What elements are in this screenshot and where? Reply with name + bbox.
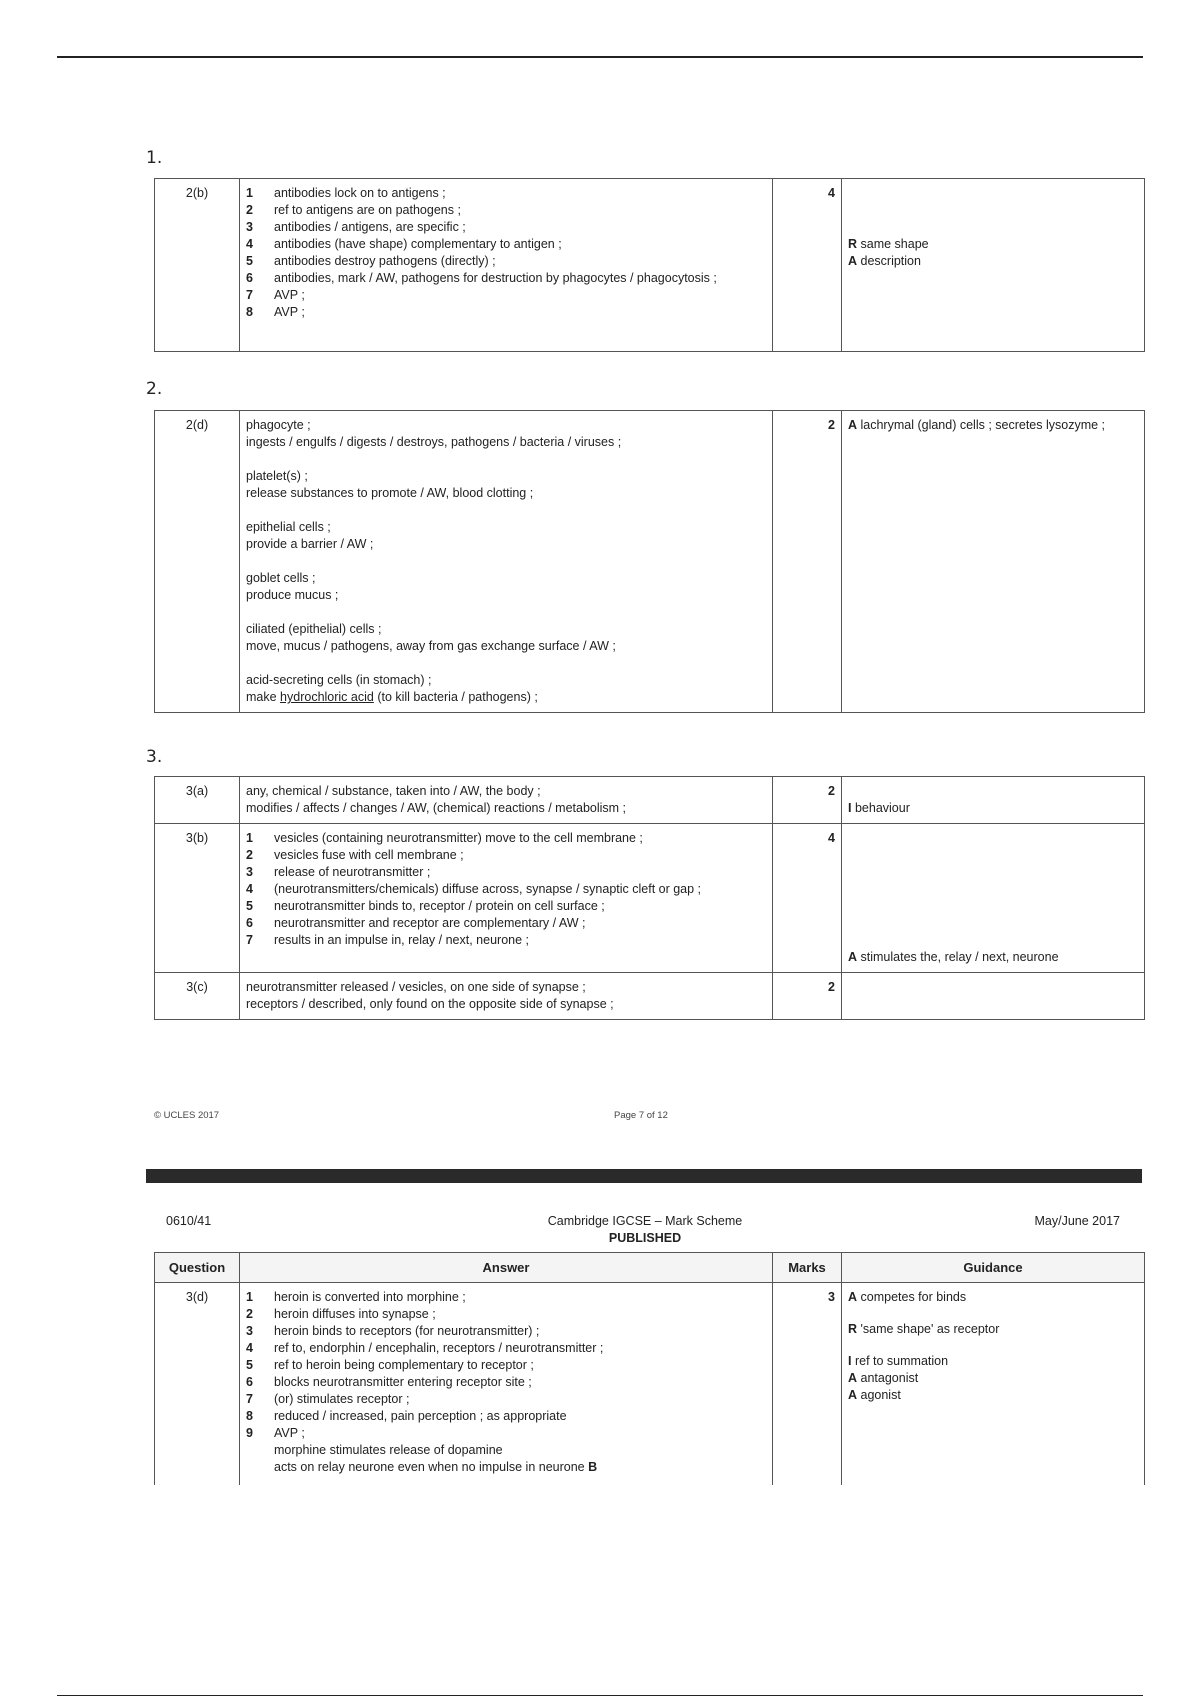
answer-line: any, chemical / substance, taken into / AW, the body ; [246, 784, 541, 798]
item-text: vesicles (containing neurotransmitter) move to the cell membrane ; [274, 831, 643, 845]
column-header-question: Question [155, 1253, 240, 1283]
answer-item [246, 898, 766, 915]
answer-item [246, 915, 766, 932]
answer-item [246, 1408, 766, 1425]
guidance-code: A [848, 950, 858, 964]
bottom-rule [57, 1695, 1143, 1696]
guidance-text: agonist [857, 1388, 901, 1402]
item-number: 4 [246, 237, 253, 251]
guidance-text: same shape [857, 237, 929, 251]
mark-table-2 [154, 410, 1145, 713]
answer-item [246, 1306, 766, 1323]
answer-line: neurotransmitter released / vesicles, on one side of synapse ; [246, 980, 586, 994]
section-label-1: 1. [146, 148, 163, 168]
header-row [155, 1253, 1145, 1283]
table-row [155, 973, 1145, 1020]
answer-line: release substances to promote / AW, blood clotting ; [246, 486, 534, 500]
answer-item [246, 1357, 766, 1374]
item-number: 8 [246, 305, 253, 319]
answer-item [246, 1425, 766, 1442]
answer-cell [240, 824, 773, 973]
item-text: heroin binds to receptors (for neurotransmitter) ; [274, 1324, 540, 1338]
item-text: antibodies / antigens, are specific ; [274, 220, 466, 234]
guidance-line [848, 236, 1138, 253]
item-number: 2 [246, 1307, 253, 1321]
guidance-line [848, 1289, 1138, 1306]
item-number: 7 [246, 933, 253, 947]
guidance-text: lachrymal (gland) cells ; secretes lysozyme ; [857, 418, 1106, 432]
item-number: 4 [246, 882, 253, 896]
guidance-text: description [857, 254, 921, 268]
guidance-text: competes for binds [857, 1290, 967, 1304]
mark-table-3 [154, 776, 1145, 1020]
answer-text: (to kill bacteria / pathogens) ; [373, 690, 538, 704]
answer-item [246, 236, 766, 253]
guidance-cell [842, 824, 1145, 973]
answer-item [246, 219, 766, 236]
question-cell: 2(b) [155, 179, 240, 352]
item-number: 8 [246, 1409, 253, 1423]
answer-item [246, 881, 766, 898]
answer-item [246, 1374, 766, 1391]
underlined-term: hydrochloric acid [280, 690, 374, 704]
item-text: AVP ; [274, 288, 305, 302]
copyright-footer: © UCLES 2017 [154, 1110, 220, 1121]
item-text: ref to heroin being complementary to receptor ; [274, 1358, 534, 1372]
item-number: 6 [246, 916, 253, 930]
marks-cell: 4 [773, 824, 842, 973]
item-text: heroin diffuses into synapse ; [274, 1307, 436, 1321]
answer-line: goblet cells ; [246, 571, 316, 585]
question-cell: 3(a) [155, 777, 240, 824]
item-number: 3 [246, 220, 253, 234]
mark-table-4 [154, 1252, 1145, 1485]
answer-line: epithelial cells ; [246, 520, 331, 534]
guidance-code: R [848, 1322, 858, 1336]
item-text: AVP ; [274, 305, 305, 319]
answer-item [246, 1289, 766, 1306]
item-text: AVP ; [274, 1426, 305, 1440]
question-cell: 3(c) [155, 973, 240, 1020]
guidance-code: A [848, 1371, 858, 1385]
answer-item [246, 287, 766, 304]
guidance-code: A [848, 1290, 858, 1304]
marks-cell: 4 [773, 179, 842, 352]
item-number: 1 [246, 186, 253, 200]
guidance-line [848, 1387, 1138, 1404]
guidance-code: A [848, 418, 858, 432]
answer-item [246, 1323, 766, 1340]
item-number: 2 [246, 203, 253, 217]
item-text: neurotransmitter binds to, receptor / protein on cell surface ; [274, 899, 605, 913]
item-text: vesicles fuse with cell membrane ; [274, 848, 464, 862]
neurone-label: B [588, 1460, 598, 1474]
answer-item [246, 864, 766, 881]
answer-item [246, 270, 766, 287]
item-number: 7 [246, 288, 253, 302]
section-label-2: 2. [146, 379, 163, 399]
guidance-text: stimulates the, relay / next, neurone [857, 950, 1059, 964]
answer-line: provide a barrier / AW ; [246, 537, 374, 551]
table-row [155, 179, 1145, 352]
item-text: antibodies (have shape) complementary to antigen ; [274, 237, 562, 251]
item-text: release of neurotransmitter ; [274, 865, 431, 879]
answer-line: receptors / described, only found on the opposite side of synapse ; [246, 997, 614, 1011]
column-header-marks: Marks [773, 1253, 842, 1283]
item-number: 9 [246, 1426, 253, 1440]
item-number: 6 [246, 1375, 253, 1389]
item-number: 7 [246, 1392, 253, 1406]
page-number: Page 7 of 12 [614, 1110, 668, 1121]
section-label-3: 3. [146, 747, 163, 767]
answer-item [246, 185, 766, 202]
guidance-cell [842, 973, 1145, 1020]
page-title: Cambridge IGCSE – Mark Scheme [547, 1214, 743, 1228]
table-row [155, 1283, 1145, 1486]
answer-item [246, 202, 766, 219]
item-number: 5 [246, 899, 253, 913]
answer-line: ciliated (epithelial) cells ; [246, 622, 382, 636]
answer-line: produce mucus ; [246, 588, 339, 602]
question-cell: 3(d) [155, 1283, 240, 1486]
item-text: results in an impulse in, relay / next, neurone ; [274, 933, 529, 947]
item-text: antibodies lock on to antigens ; [274, 186, 446, 200]
item-text: ref to, endorphin / encephalin, receptors / neurotransmitter ; [274, 1341, 604, 1355]
table-row [155, 411, 1145, 713]
guidance-text: behaviour [851, 801, 910, 815]
answer-cell [240, 973, 773, 1020]
answer-text: make [246, 690, 281, 704]
answer-line: platelet(s) ; [246, 469, 308, 483]
guidance-code: A [848, 1388, 858, 1402]
item-number: 2 [246, 848, 253, 862]
answer-line: move, mucus / pathogens, away from gas exchange surface / AW ; [246, 639, 616, 653]
guidance-line [848, 1321, 1138, 1338]
question-cell: 3(b) [155, 824, 240, 973]
column-header-guidance: Guidance [842, 1253, 1145, 1283]
marks-cell: 2 [773, 973, 842, 1020]
guidance-line [848, 253, 1138, 270]
question-cell: 2(d) [155, 411, 240, 713]
answer-line: ingests / engulfs / digests / destroys, pathogens / bacteria / viruses ; [246, 435, 622, 449]
guidance-text: ref to summation [851, 1354, 949, 1368]
item-text: (neurotransmitters/chemicals) diffuse across, synapse / synaptic cleft or gap ; [274, 882, 702, 896]
answer-item [246, 1391, 766, 1408]
item-text: reduced / increased, pain perception ; as appropriate [274, 1409, 567, 1423]
table-row [155, 824, 1145, 973]
paper-code: 0610/41 [166, 1214, 212, 1228]
page-subtitle: PUBLISHED [608, 1231, 682, 1245]
answer-item [246, 1340, 766, 1357]
item-number: 1 [246, 1290, 253, 1304]
guidance-code: A [848, 254, 858, 268]
item-number: 1 [246, 831, 253, 845]
guidance-line [848, 1353, 1138, 1370]
page-break-band [146, 1169, 1142, 1183]
answer-text: acts on relay neurone even when no impulse in neurone [274, 1460, 589, 1474]
column-header-answer: Answer [240, 1253, 773, 1283]
guidance-code: R [848, 237, 858, 251]
top-rule [57, 56, 1143, 58]
item-text: antibodies destroy pathogens (directly) ; [274, 254, 496, 268]
answer-cell [240, 411, 773, 713]
answer-item [246, 304, 766, 321]
item-text: ref to antigens are on pathogens ; [274, 203, 461, 217]
table-row [155, 777, 1145, 824]
guidance-code: I [848, 1354, 852, 1368]
guidance-cell [842, 1283, 1145, 1486]
answer-line [274, 1459, 766, 1476]
answer-cell [240, 777, 773, 824]
guidance-code: I [848, 801, 852, 815]
item-number: 5 [246, 1358, 253, 1372]
marks-cell: 2 [773, 411, 842, 713]
answer-line: modifies / affects / changes / AW, (chemical) reactions / metabolism ; [246, 801, 627, 815]
answer-cell [240, 179, 773, 352]
guidance-text: antagonist [857, 1371, 919, 1385]
answer-line [246, 689, 766, 706]
guidance-cell [842, 179, 1145, 352]
item-number: 5 [246, 254, 253, 268]
answer-line: acid-secreting cells (in stomach) ; [246, 673, 432, 687]
item-text: blocks neurotransmitter entering receptor site ; [274, 1375, 532, 1389]
answer-line: phagocyte ; [246, 418, 311, 432]
guidance-cell [842, 411, 1145, 713]
marks-cell: 3 [773, 1283, 842, 1486]
answer-item [246, 932, 766, 949]
mark-table-1 [154, 178, 1145, 352]
answer-line: morphine stimulates release of dopamine [274, 1443, 503, 1457]
item-number: 3 [246, 1324, 253, 1338]
item-text: heroin is converted into morphine ; [274, 1290, 466, 1304]
answer-item [246, 253, 766, 270]
item-number: 4 [246, 1341, 253, 1355]
answer-item [246, 830, 766, 847]
item-text: neurotransmitter and receptor are complementary / AW ; [274, 916, 586, 930]
item-text: antibodies, mark / AW, pathogens for destruction by phagocytes / phagocytosis ; [274, 271, 717, 285]
item-text: (or) stimulates receptor ; [274, 1392, 410, 1406]
item-number: 6 [246, 271, 253, 285]
guidance-cell [842, 777, 1145, 824]
answer-cell [240, 1283, 773, 1486]
answer-item [246, 847, 766, 864]
marks-cell: 2 [773, 777, 842, 824]
guidance-line [848, 1370, 1138, 1387]
item-number: 3 [246, 865, 253, 879]
guidance-text: 'same shape' as receptor [857, 1322, 1000, 1336]
session-label: May/June 2017 [1034, 1214, 1120, 1228]
